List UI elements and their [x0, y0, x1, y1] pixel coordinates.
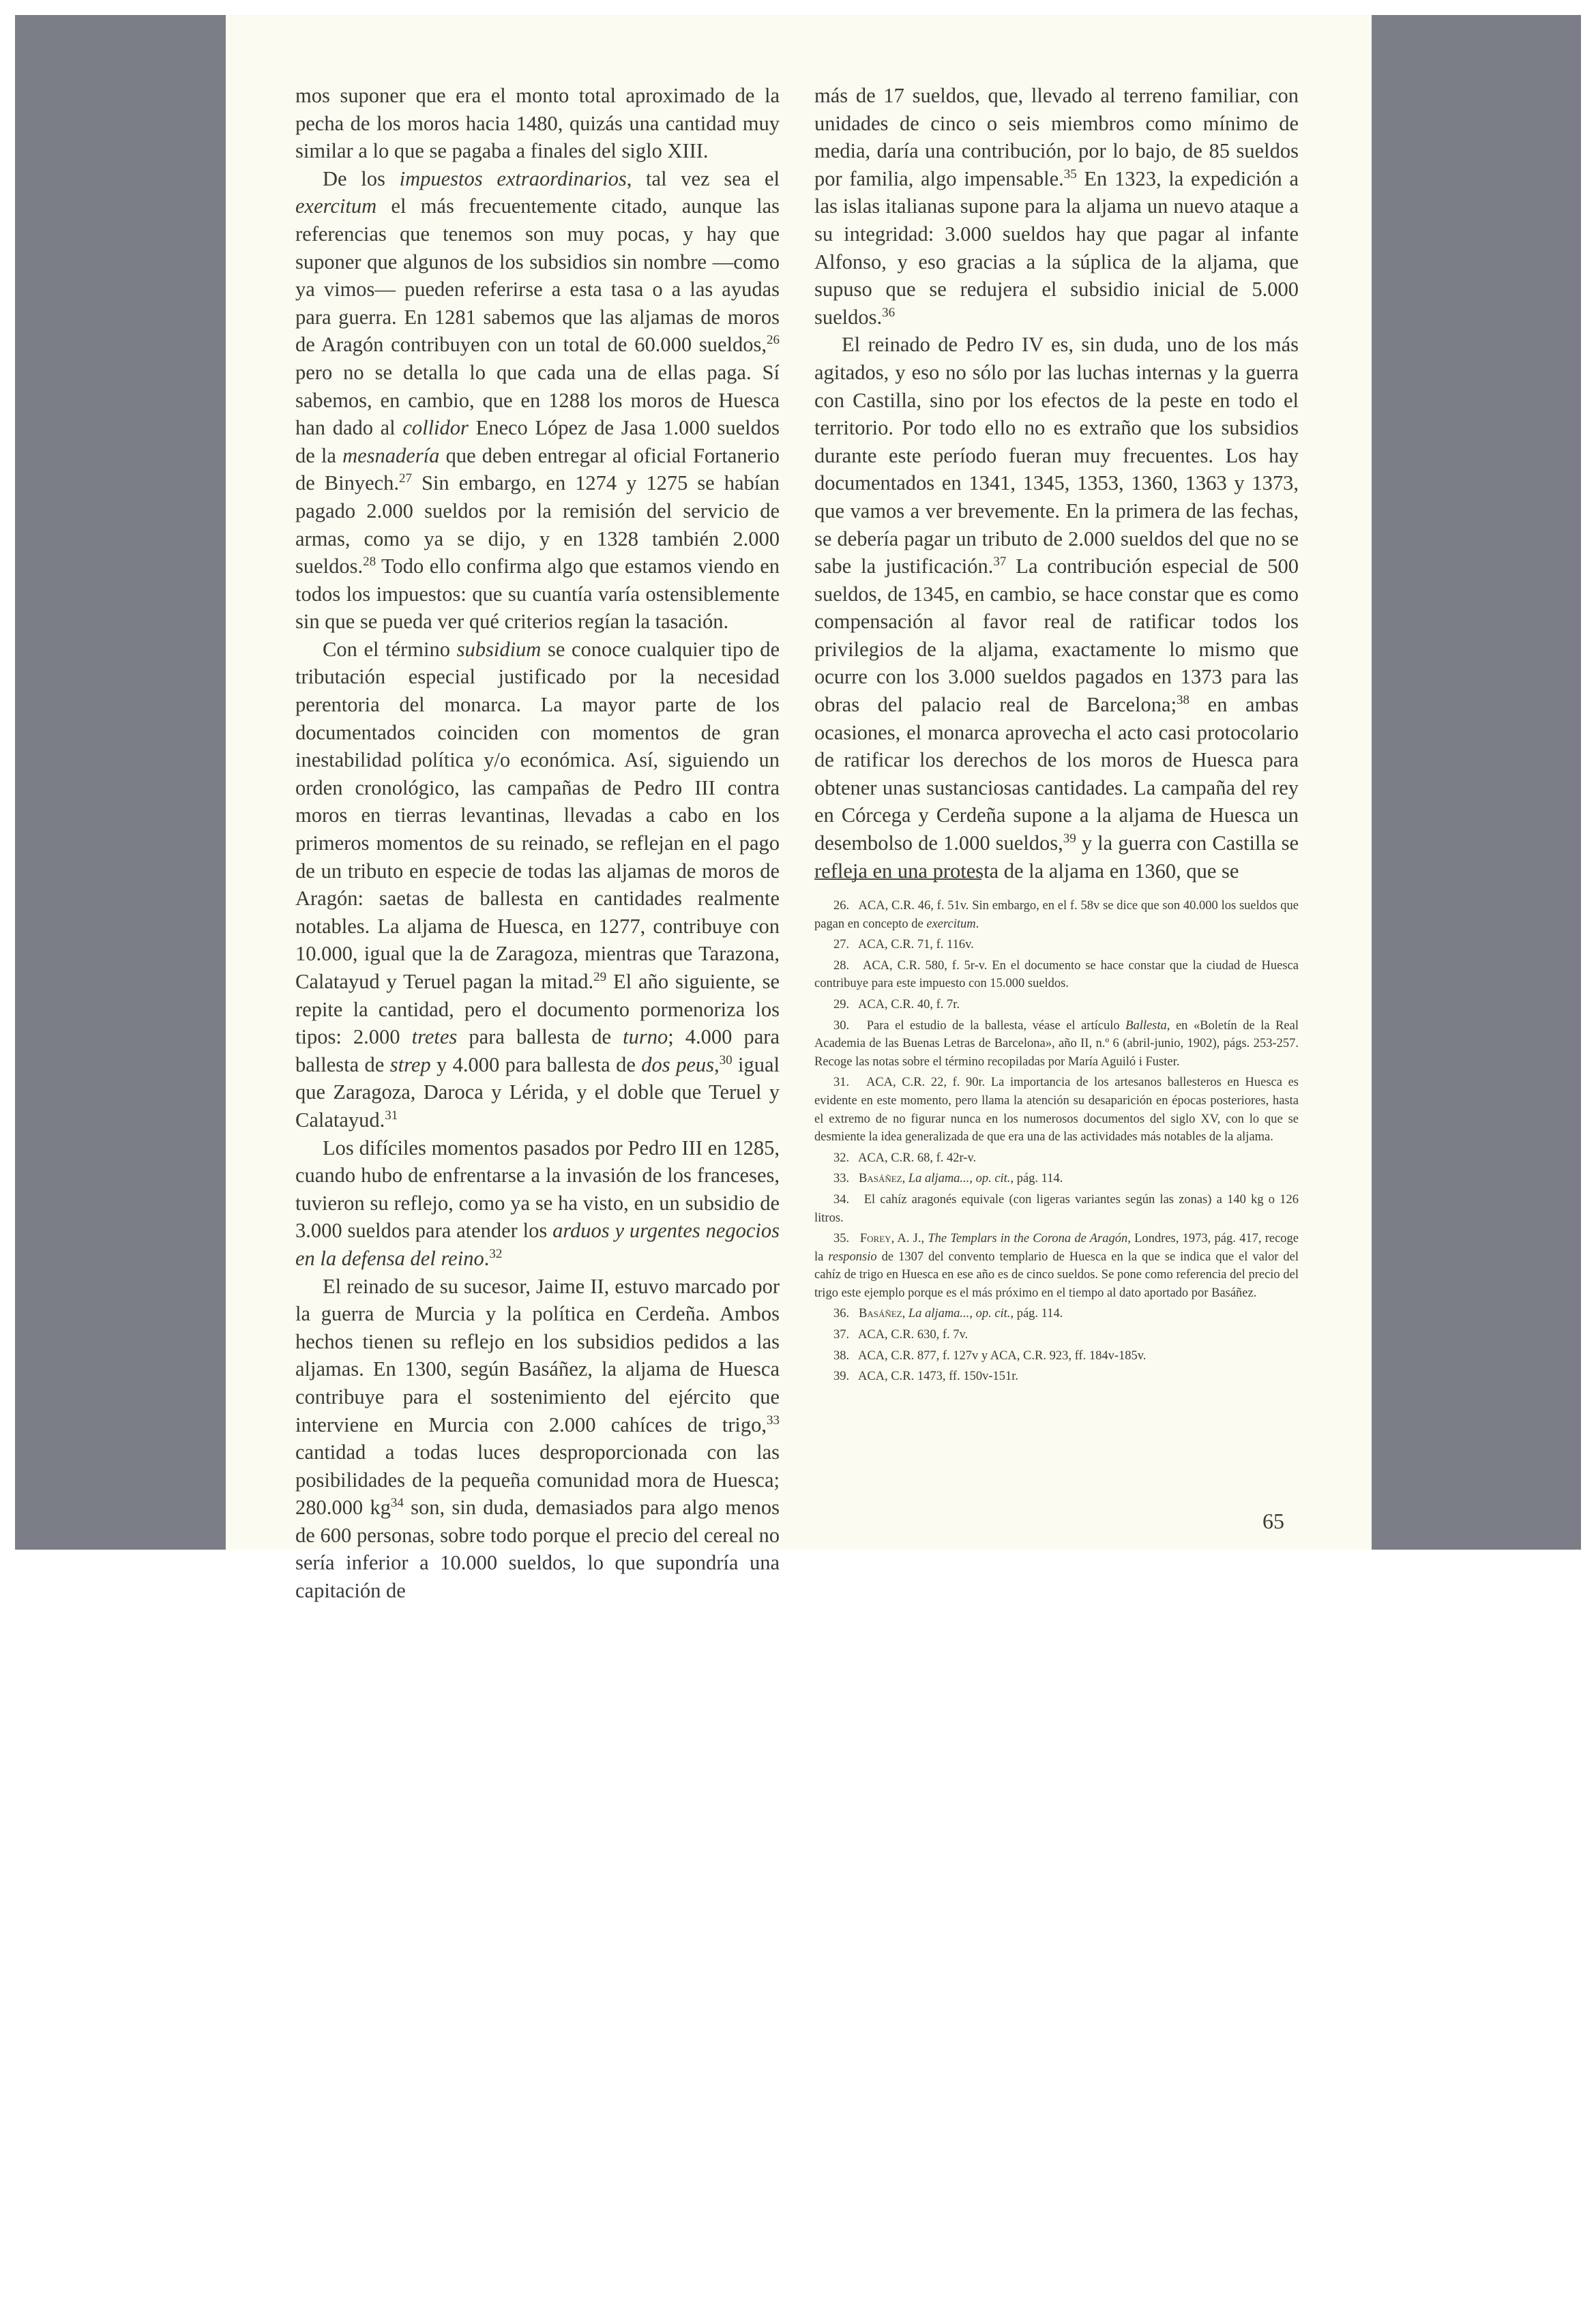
footnote: 28. ACA, C.R. 580, f. 5r-v. En el documento se hace constar que la ciudad de Huesca contribuye para este impuesto con 15.000 sueldos. — [814, 958, 1299, 991]
scanned-spread — [15, 15, 1581, 1603]
page-number: 65 — [1262, 1509, 1284, 1533]
paragraph: más de 17 sueldos, que, llevado al terreno familiar, con unidades de cinco o seis miembros como mínimo de media, daría una contribución, por lo bajo, de 85 sueldos por familia, algo impensable.$^{35}$ En 1323, la expedición a las islas italianas supone para la aljama un nuevo ataque a su integridad: 3.000 sueldos hay que pagar al infante Alfonso, y eso gracias a la súplica de la aljama, que supuso que se redujera el subsidio inicial de 5.000 sueldos.$^{36}$ — [814, 84, 1299, 329]
footnote: 32. ACA, C.R. 68, f. 42r-v. — [833, 1151, 977, 1165]
book-page — [226, 15, 1372, 1603]
paragraph: mos suponer que era el monto total aproximado de la pecha de los moros hacia 1480, quizás una cantidad muy similar a lo que se pagaba a finales del siglo XIII. — [295, 84, 780, 163]
paragraph: De los impuestos extraordinarios, tal vez sea el exercitum el más frecuentemente citado, aunque las referencias que tenemos son muy pocas, y hay que suponer que algunos de los subsidios sin nombre —como ya vimos— pueden referirse a esta tasa o a las ayudas para guerra. En 1281 sabemos que las aljamas de moros de Aragón contribuyen con un total de 60.000 sueldos,$^{26}$ pero no se detalla lo que cada una de ellas paga. Sí sabemos, en cambio, que en 1288 los moros de Huesca han dado al collidor Eneco López de Jasa 1.000 sueldos de la mesnadería que deben entregar al oficial Fortanerio de Binyech.$^{27}$ Sin embargo, en 1274 y 1275 se habían pagado 2.000 sueldos por la remisión del servicio de armas, como ya se dijo, y en 1328 también 2.000 sueldos.$^{28}$ Todo ello confirma algo que estamos viendo en todos los impuestos: que su cuantía varía ostensiblemente sin que se pueda ver qué criterios regían la tasación. — [295, 166, 780, 634]
footnotes — [814, 897, 1299, 1389]
footnote: 38. ACA, C.R. 877, f. 127v y ACA, C.R. 923, ff. 184v-185v. — [833, 1348, 1147, 1363]
footnote: 36. Basáñez, La aljama..., op. cit., pág. 114. — [833, 1307, 1063, 1321]
paragraph: Con el término subsidium se conoce cualquier tipo de tributación especial justificado por la necesidad perentoria del monarca. La mayor parte de los documentados coinciden con momentos de gran inestabilidad política y/o económica. Así, siguiendo un orden cronológico, las campañas de Pedro III contra moros en tierras levantinas, llevadas a cabo en los primeros momentos de su reinado, se reflejan en el pago de un tributo en especie de todas las aljamas de moros de Aragón: saetas de ballesta en cantidades realmente notables. La aljama de Huesca, en 1277, contribuye con 10.000, igual que la de Zaragoza, mientras que Tarazona, Calatayud y Teruel pagan la mitad.$^{29}$ El año siguiente, se repite la cantidad, pero el documento pormenoriza los tipos: 2.000 tretes para ballesta de turno; 4.000 para ballesta de strep y 4.000 para ballesta de dos peus,$^{30}$ igual que Zaragoza, Daroca y Lérida, y el doble que Teruel y Calatayud.$^{31}$ — [295, 637, 780, 1132]
paragraph: El reinado de su sucesor, Jaime II, estuvo marcado por la guerra de Murcia y la política en Cerdeña. Ambos hechos tienen su reflejo en los subsidios pedidos a las aljamas. En 1300, según Basáñez, la aljama de Huesca contribuye para el sostenimiento del ejército que interviene en Murcia con 2.000 cahíces de trigo,$^{33}$ cantidad a todas luces desproporcionada con las posibilidades de la pequeña comunidad mora de Huesca; 280.000 $kg^{34}$ son, sin duda, demasiados para algo menos de 600 personas, sobre todo porque el precio del cereal no sería inferior a 10.000 sueldos, lo que supondría una capitación de — [295, 1274, 780, 1603]
paragraph: Los difíciles momentos pasados por Pedro III en 1285, cuando hubo de enfrentarse a la invasión de los franceses, tuvieron su reflejo, como ya se ha visto, en un subsidio de 3.000 sueldos para atender los arduos y urgentes negocios en la defensa del reino.$^{32}$ — [295, 1136, 780, 1270]
footnote: 27. ACA, C.R. 71, f. 116v. — [833, 938, 974, 952]
footnote: 31. ACA, C.R. 22, f. 90r. La importancia de los artesanos ballesteros en Huesca es evidente en este momento, pero llama la atención su desaparición en épocas posteriores, hasta el extremo de no figurar nunca en los numerosos documentos del siglo XV, con lo que se desmiente la idea generalizada de que era una de las actividades más notables de la aljama. — [814, 1076, 1299, 1144]
footnote-divider — [814, 878, 981, 880]
footnote: 26. ACA, C.R. 46, f. 51v. Sin embargo, en el f. 58v se dice que son 40.000 los sueldos que pagan en concepto de exercitum. — [814, 899, 1299, 931]
right-text-column — [814, 82, 1299, 885]
footnote: 29. ACA, C.R. 40, f. 7r. — [833, 997, 960, 1011]
footnote: 35. Forey, A. J., The Templars in the Corona de Aragón, Londres, 1973, pág. 417, recoge la responsio de 1307 del convento templario de Huesca en la que se indica que el valor del cahíz de trigo en Huesca en ese año es de cinco sueldos. Se pone como referencia del precio del trigo este ejemplo porque es el más próximo en el tiempo al dato aportado por Basáñez. — [814, 1232, 1299, 1300]
footnote: 34. El cahíz aragonés equivale (con ligeras variantes según las zonas) a 140 kg o 126 litros. — [814, 1192, 1299, 1225]
footnote: 30. Para el estudio de la ballesta, véase el artículo Ballesta, en «Boletín de la Real Academia de las Buenas Letras de Barcelona», año II, n.º 6 (abril-junio, 1902), págs. 253-257. Recoge las notas sobre el término recopiladas por María Aguiló i Fuster. — [814, 1018, 1299, 1069]
paragraph: El reinado de Pedro IV es, sin duda, uno de los más agitados, y eso no sólo por las luchas internas y la guerra con Castilla, sino por los efectos de la peste en todo el territorio. Por todo ello no es extraño que los subsidios durante este período fueran muy frecuentes. Los hay documentados en 1341, 1345, 1353, 1360, 1363 y 1373, que vamos a ver brevemente. En la primera de las fechas, se debería pagar un tributo de 2.000 sueldos del que no se sabe la justificación.$^{37}$ La contribución especial de 500 sueldos, de 1345, en cambio, se hace constar que es como compensación al favor real de ratificar todos los privilegios de la aljama, exactamente lo mismo que ocurre con los 3.000 sueldos pagados en 1373 para las obras del palacio real de Barcelona;$^{38}$ en ambas ocasiones, el monarca aprovecha el acto casi protocolario de ratificar los derechos de los moros de Huesca para obtener unas sustanciosas cantidades. La campaña del rey en Córcega y Cerdeña supone a la aljama de Huesca un desembolso de 1.000 sueldos,$^{39}$ y la guerra con Castilla se refleja en una protesta de la aljama en 1360, que se — [814, 333, 1299, 883]
footnote: 33. Basáñez, La aljama..., op. cit., pág. 114. — [833, 1172, 1063, 1186]
footnote: 39. ACA, C.R. 1473, ff. 150v-151r. — [833, 1370, 1019, 1384]
left-text-column — [295, 82, 780, 1605]
footnote: 37. ACA, C.R. 630, f. 7v. — [833, 1328, 969, 1342]
